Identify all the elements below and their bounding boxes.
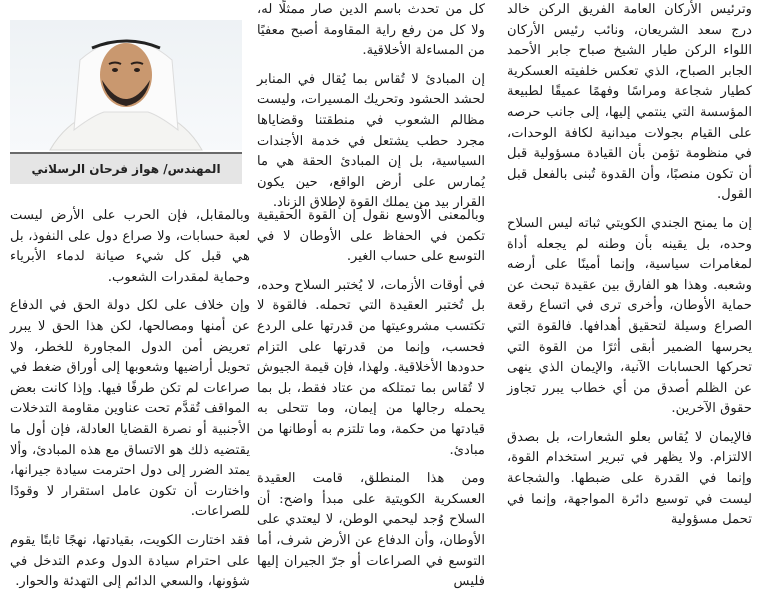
author-caption: المهندس/ هواز فرحان الرسلاني bbox=[10, 152, 242, 184]
author-photo-box bbox=[0, 0, 248, 190]
article-paragraph: وإن خلاف على لكل دولة الحق في الدفاع عن أمنها ومصالحها، لكن هذا الحق لا يبرر تعريض أمن الدول المجاورة للخطر، ولا تحويل أراضيها وشعوبها إلى أوراق ضغط في صراعات لم تكن طرفًا فيها. وإذا كانت بعض المواقف تُقدَّم تحت عناوين مقاومة التدخلات الأجنبية أو نصرة القضايا العادلة، فإن أول ما يقتضيه ذلك هو الاتساق مع هذه المبادئ، وألا يمتد الضرر إلى دول احترمت سيادة جيرانها، واختارت أن تكون عامل استقرار لا وقودًا للصراعات. bbox=[10, 298, 250, 520]
article-paragraph: فالإيمان لا يُقاس بعلو الشعارات، بل بصدق الالتزام. ولا يظهر في تبرير استخدام القوة، وإنما في القدرة على ضبطها. والشجاعة ليست في توسيع دائرة المواجهة، وإنما في تحمل مسؤولية bbox=[507, 429, 752, 528]
middle-column-bottom bbox=[257, 206, 485, 601]
article-paragraph: وترئيس الأركان العامة الفريق الركن خالد درج سعد الشريعان، ونائب رئيس الأركان اللواء الركن طيار الشيخ صباح جابر الأحمد الجابر الصباح، الذي تعكس خلفيته العسكرية كطيار شجاعة ومراسًا وفهمًا عميقًا لطبيعة المؤسسة التي ينتمي إليها، إلى جانب حرصه على القيام بجولات ميدانية لكافة الوحدات، في منظومة تؤمن بأن القيادة مسؤولية قبل أن تكون منصبًا، وأن القدوة تُبنى بالفعل قبل القول. bbox=[507, 2, 752, 203]
middle-column-top bbox=[257, 0, 485, 222]
left-column-text bbox=[10, 206, 250, 601]
article-paragraph: وبالمعنى الأوسع نقول إن القوة الحقيقية تكمن في الحفاظ على الأوطان لا في التوسع على حساب الغير. bbox=[257, 208, 485, 265]
article-paragraph: إن ما يمنح الجندي الكويتي ثباته ليس السلاح وحده، بل يقينه بأن وطنه لم يجعله أداة لمغامرات سياسية، وإنما أمينًا على أرضه وشعبه. وهذا هو الفارق بين عقيدة تبحث عن حماية الأوطان، وأخرى ترى في اتساع رقعة الصراع وسيلة لتحقيق أهدافها. فالقوة التي يحرسها الضمير أبقى أثرًا من القوة التي تحركها الحسابات الآنية، والإيمان الذي ينهى عن الظلم أصدق من أي خطاب يبرر تجاوز حقوق الآخرين. bbox=[507, 215, 752, 417]
article-column-middle bbox=[257, 0, 485, 590]
article-paragraph: ومن هذا المنطلق، قامت العقيدة العسكرية الكويتية على مبدأ واضح: أن السلاح وُجد ليحمي الوطن، لا ليعتدي على الأوطان، وأن الدفاع عن الأرض شرف، أما التوسع في الصراعات أو جرّ الجيران إليها فليس bbox=[257, 471, 485, 590]
author-photo bbox=[10, 20, 242, 150]
article-paragraph: كل من تحدث باسم الدين صار ممثلًا له، ولا كل من رفع راية المقاومة أصبح معفيًا من المساءلة الأخلاقية. bbox=[257, 2, 485, 59]
article-paragraph: وبالمقابل، فإن الحرب على الأرض ليست لعبة حسابات، ولا صراع دول على النفوذ، بل هي قبل كل شيء صيانة لدماء الأبرياء وحماية لمقدرات الشعوب. bbox=[10, 208, 250, 285]
author-portrait-image bbox=[10, 20, 242, 150]
article-column-right bbox=[507, 0, 752, 528]
article-paragraph: في أوقات الأزمات، لا يُختبر السلاح وحده، بل تُختبر العقيدة التي تحمله. فالقوة لا تكتسب مشروعيتها من قدرتها على الردع فحسب، وإنما من قدرتها على التزام حدودها الأخلاقية. ولهذا، فإن قيمة الجيوش لا تُقاس بما تمتلكه من عتاد فقط، بل بما يحمله رجالها من إيمان، وما تتحلى به قيادتها من حكمة، وما تلتزم به أوطانها من مبادئ. bbox=[257, 277, 485, 458]
article-paragraph: فقد اختارت الكويت، بقيادتها، نهجًا ثابتًا يقوم على احترام سيادة الدول وعدم التدخل في شؤونها، والسعي الدائم إلى التهدئة والحوار. bbox=[10, 532, 250, 590]
article-paragraph: إن المبادئ لا تُقاس بما يُقال في المنابر لحشد الحشود وتحريك المسيرات، وليست مظالم الشعوب في منطقتنا وقضاياها مجرد حطب يشتعل في خدمة الأجندات السياسية، بل إن المبادئ الحقة هي ما يُمارس على أرض الواقع، حين يكون القرار بيد من يملك القوة لإطلاق الزناد. bbox=[257, 71, 485, 211]
